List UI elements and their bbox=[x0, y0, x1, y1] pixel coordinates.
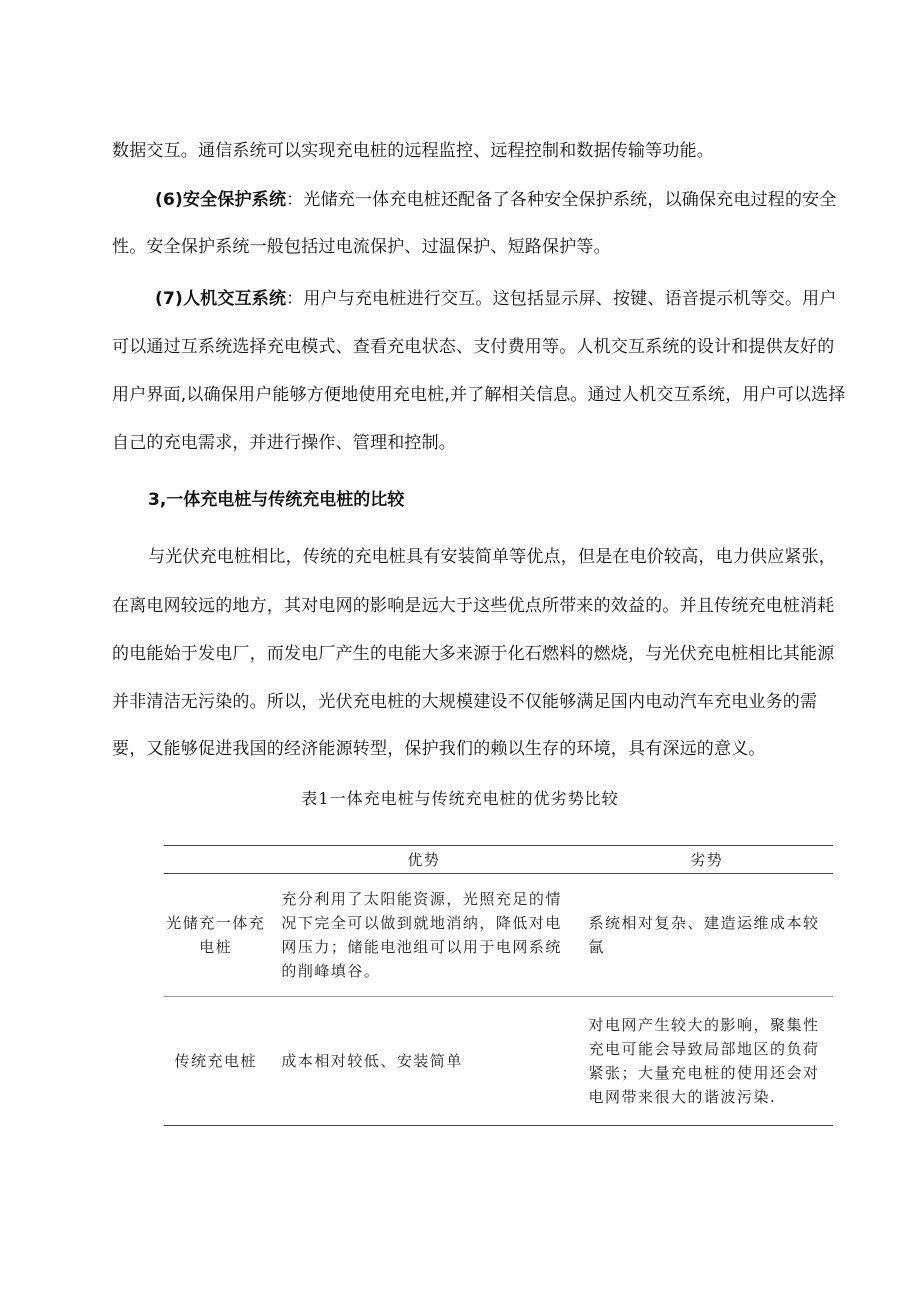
cell-type: 传统充电桩 bbox=[164, 997, 267, 1126]
paragraph-line: 并非清洁无污染的。所以，光伏充电桩的大规模建设不仅能够满足国内电动汽车充电业务的需 bbox=[112, 692, 818, 712]
paragraph-line: 可以通过互系统选择充电模式、查看充电状态、支付费用等。人机交互系统的设计和提供友好的 bbox=[112, 337, 835, 357]
paragraph-line: 用户界面,以确保用户能够方便地使用充电桩,并了解相关信息。通过人机交互系统，用户可以选择 bbox=[112, 385, 846, 405]
paragraph-line bbox=[155, 288, 837, 310]
table-row bbox=[164, 997, 833, 1126]
paragraph-line: 性。安全保护系统一般包括过电流保护、过温保护、短路保护等。 bbox=[112, 237, 611, 257]
paragraph-line: 要，又能够促进我国的经济能源转型，保护我们的赖以生存的环境，具有深远的意义。 bbox=[112, 739, 766, 759]
comparison-table bbox=[164, 845, 833, 1126]
cell-type: 光储充一体充电桩 bbox=[164, 874, 267, 997]
section-heading: 3,一体充电桩与传统充电桩的比较 bbox=[148, 490, 405, 510]
paragraph-line bbox=[155, 189, 837, 211]
table-caption: 表1一体充电桩与传统充电桩的优劣势比较 bbox=[301, 789, 619, 808]
cell-advantages: 成本相对较低、安装简单 bbox=[267, 997, 580, 1126]
paragraph-text: ：光储充一体充电桩还配备了各种安全保护系统，以确保充电过程的安全 bbox=[286, 190, 837, 210]
paragraph-line: 与光伏充电桩相比，传统的充电桩具有安装简单等优点，但是在电价较高，电力供应紧张， bbox=[148, 547, 836, 567]
section-label: (6)安全保护系统 bbox=[155, 190, 287, 210]
paragraph-line: 的电能始于发电厂，而发电厂产生的电能大多来源于化石燃料的燃烧，与光伏充电桩相比其能源 bbox=[112, 644, 835, 664]
cell-disadvantages: 系统相对复杂、建造运维成本较氤 bbox=[580, 874, 833, 997]
paragraph-line: 在离电网较远的地方，其对电网的影响是远大于这些优点所带来的效益的。并且传统充电桩消耗 bbox=[112, 596, 835, 616]
table-row bbox=[164, 874, 833, 997]
cell-disadvantages: 对电网产生较大的影响，聚集性充电可能会导致局部地区的负荷紧张；大量充电桩的使用还会对电网带来很大的谐波污染. bbox=[580, 997, 833, 1126]
section-label: (7)人机交互系统 bbox=[155, 289, 287, 309]
paragraph-line: 自己的充电需求，并进行操作、管理和控制。 bbox=[112, 433, 456, 453]
header-cell-disadvantages: 劣势 bbox=[580, 846, 833, 874]
header-cell-advantages: 优势 bbox=[267, 846, 580, 874]
header-cell-type bbox=[164, 846, 267, 874]
paragraph-line: 数据交互。通信系统可以实现充电桩的远程监控、远程控制和数据传输等功能。 bbox=[112, 141, 714, 161]
table-header-row bbox=[164, 846, 833, 874]
paragraph-text: ：用户与充电桩进行交互。这包括显示屏、按键、语音提示机等交。用户 bbox=[286, 289, 837, 309]
cell-advantages: 充分利用了太阳能资源，光照充足的情况下完全可以做到就地消纳，降低对电网压力；储能电池组可以用于电网系统的削峰填谷。 bbox=[267, 874, 580, 997]
